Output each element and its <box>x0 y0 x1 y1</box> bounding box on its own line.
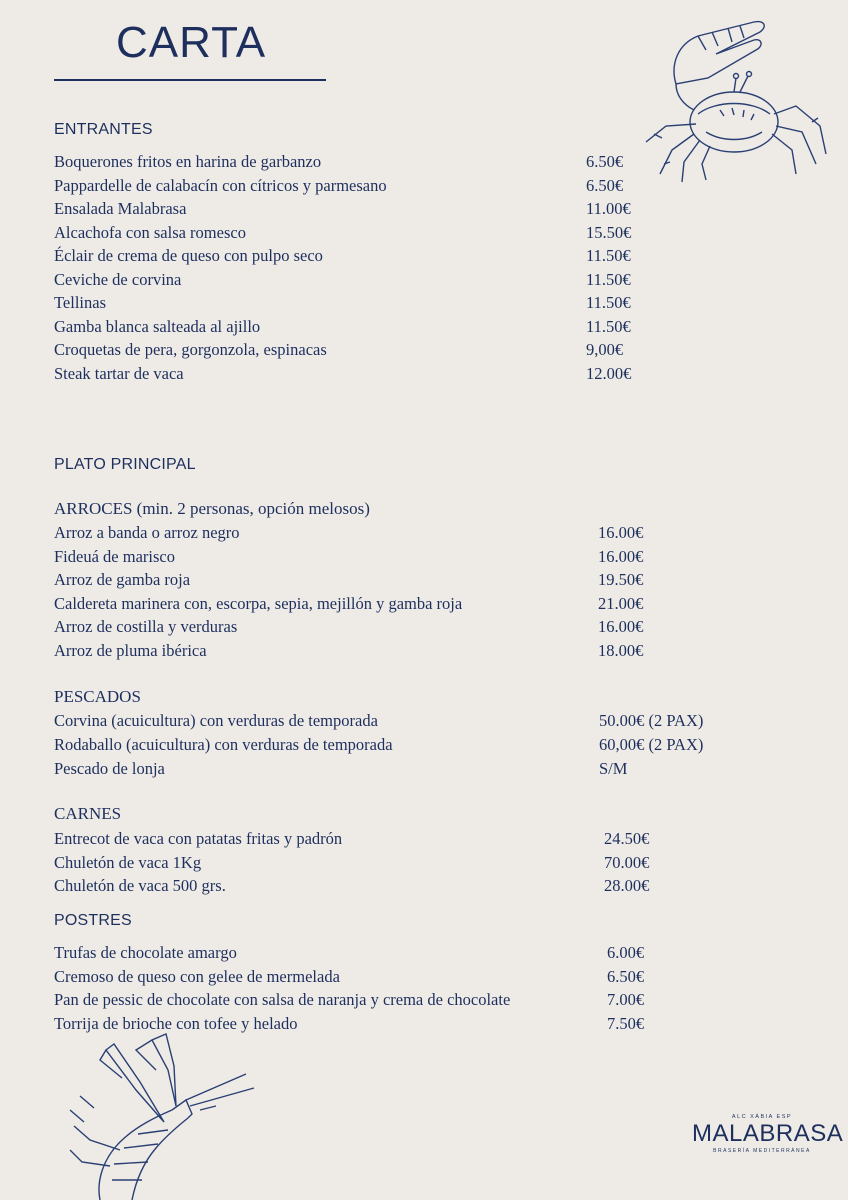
menu-item-name: Arroz de pluma ibérica <box>54 641 207 660</box>
logo-name: MALABRASA <box>692 1120 844 1147</box>
menu-item-name: Pan de pessic de chocolate con salsa de naranja y crema de chocolate <box>54 990 511 1010</box>
menu-item-price: 60,00€ (2 PAX) <box>599 735 704 754</box>
menu-item <box>54 338 754 362</box>
menu-item <box>54 827 754 851</box>
menu-item-name: Croquetas de pera, gorgonzola, espinacas <box>54 340 327 359</box>
logo-tagline: BRASERÍA MEDITERRÁNEA <box>713 1148 811 1154</box>
menu-item <box>54 592 754 616</box>
menu-item-name: Rodaballo (acuicultura) con verduras de temporada <box>54 735 393 754</box>
menu-item <box>54 291 754 315</box>
menu-item-price: 24.50€ <box>604 829 650 848</box>
menu-item-name: Ensalada Malabrasa <box>54 199 187 218</box>
title-underline <box>54 79 326 81</box>
menu-item-name: Alcachofa con salsa romesco <box>54 222 246 242</box>
menu-item-price: 50.00€ (2 PAX) <box>599 711 704 730</box>
menu-item-name: Steak tartar de vaca <box>54 363 184 383</box>
menu-item-price: 19.50€ <box>598 570 644 590</box>
menu-item <box>54 851 754 875</box>
menu-item-name: Arroz a banda o arroz negro <box>54 523 240 542</box>
menu-item-name: Pescado de lonja <box>54 759 165 778</box>
menu-item-price: 28.00€ <box>604 876 650 895</box>
menu-item <box>54 150 754 174</box>
menu-item-name: Chuletón de vaca 1Kg <box>54 852 202 872</box>
menu-item <box>54 941 754 965</box>
menu-item-price: 7.50€ <box>607 1014 645 1034</box>
menu-item <box>54 988 754 1012</box>
menu-item <box>54 568 754 592</box>
menu-item-name: Pappardelle de calabacín con cítricos y parmesano <box>54 175 387 195</box>
menu-item <box>54 197 754 221</box>
logo-location: ALC XÀBIA ESP <box>731 1114 793 1120</box>
section-heading-postres: POSTRES <box>54 912 132 929</box>
section-heading-plato-principal: PLATO PRINCIPAL <box>54 456 196 473</box>
menu-item-price: 70.00€ <box>604 852 650 872</box>
menu-item <box>54 315 754 339</box>
menu-item-name: Caldereta marinera con, escorpa, sepia, mejillón y gamba roja <box>54 593 463 613</box>
menu-item <box>54 757 754 781</box>
menu-item <box>54 362 754 386</box>
menu-item-price: S/M <box>599 759 628 778</box>
menu-item <box>54 545 754 569</box>
menu-item <box>54 244 754 268</box>
menu-item-price: 16.00€ <box>598 617 644 637</box>
menu-item-price: 6.00€ <box>607 943 645 962</box>
menu-item-price: 9,00€ <box>586 340 624 359</box>
menu-item-price: 12.00€ <box>586 363 632 383</box>
menu-item-price: 16.00€ <box>598 546 644 566</box>
menu-item-name: Entrecot de vaca con patatas fritas y padrón <box>54 829 343 848</box>
menu-item-name: Ceviche de corvina <box>54 269 182 289</box>
menu-item-name: Tellinas <box>54 293 106 312</box>
menu-item-name: Fideuá de marisco <box>54 546 175 566</box>
menu-item <box>54 639 754 663</box>
page-title: CARTA <box>116 18 267 67</box>
menu-item-price: 6.50€ <box>586 175 624 195</box>
menu-item-name: Chuletón de vaca 500 grs. <box>54 876 226 895</box>
menu-item <box>54 709 754 733</box>
menu-item-price: 7.00€ <box>607 990 645 1010</box>
menu-item <box>54 615 754 639</box>
subsection-heading-carnes: CARNES <box>54 804 122 823</box>
brand-logo <box>692 1114 844 1154</box>
menu-item-price: 11.50€ <box>586 246 631 265</box>
menu-item <box>54 268 754 292</box>
menu-item <box>54 733 754 757</box>
menu-item <box>54 221 754 245</box>
section-heading-entrantes: ENTRANTES <box>54 121 153 138</box>
menu-item <box>54 965 754 989</box>
menu-item-name: Boquerones fritos en harina de garbanzo <box>54 152 322 171</box>
lobster-icon <box>40 1030 260 1200</box>
subsection-heading-pescados: PESCADOS <box>54 687 141 706</box>
menu-item <box>54 1012 754 1036</box>
menu-item <box>54 521 754 545</box>
menu-item-price: 11.00€ <box>586 199 631 218</box>
menu-item-name: Cremoso de queso con gelee de mermelada <box>54 966 340 986</box>
menu-item-price: 16.00€ <box>598 523 644 542</box>
subsection-heading-arroces: ARROCES (min. 2 personas, opción melosos) <box>54 499 370 518</box>
menu-item <box>54 874 754 898</box>
menu-item <box>54 174 754 198</box>
menu-item-price: 18.00€ <box>598 641 644 660</box>
menu-item-name: Trufas de chocolate amargo <box>54 943 237 962</box>
menu-item-price: 21.00€ <box>598 593 644 613</box>
menu-item-price: 11.50€ <box>586 293 631 312</box>
menu-item-price: 6.50€ <box>586 152 624 171</box>
menu-item-name: Torrija de brioche con tofee y helado <box>54 1014 298 1034</box>
menu-item-name: Éclair de crema de queso con pulpo seco <box>54 246 323 265</box>
menu-item-price: 11.50€ <box>586 316 631 336</box>
menu-item-price: 6.50€ <box>607 966 645 986</box>
menu-item-name: Arroz de costilla y verduras <box>54 617 238 637</box>
menu-item-price: 11.50€ <box>586 269 631 289</box>
menu-item-price: 15.50€ <box>586 222 632 242</box>
menu-item-name: Arroz de gamba roja <box>54 570 191 590</box>
menu-item-name: Gamba blanca salteada al ajillo <box>54 316 261 336</box>
menu-item-name: Corvina (acuicultura) con verduras de temporada <box>54 711 378 730</box>
